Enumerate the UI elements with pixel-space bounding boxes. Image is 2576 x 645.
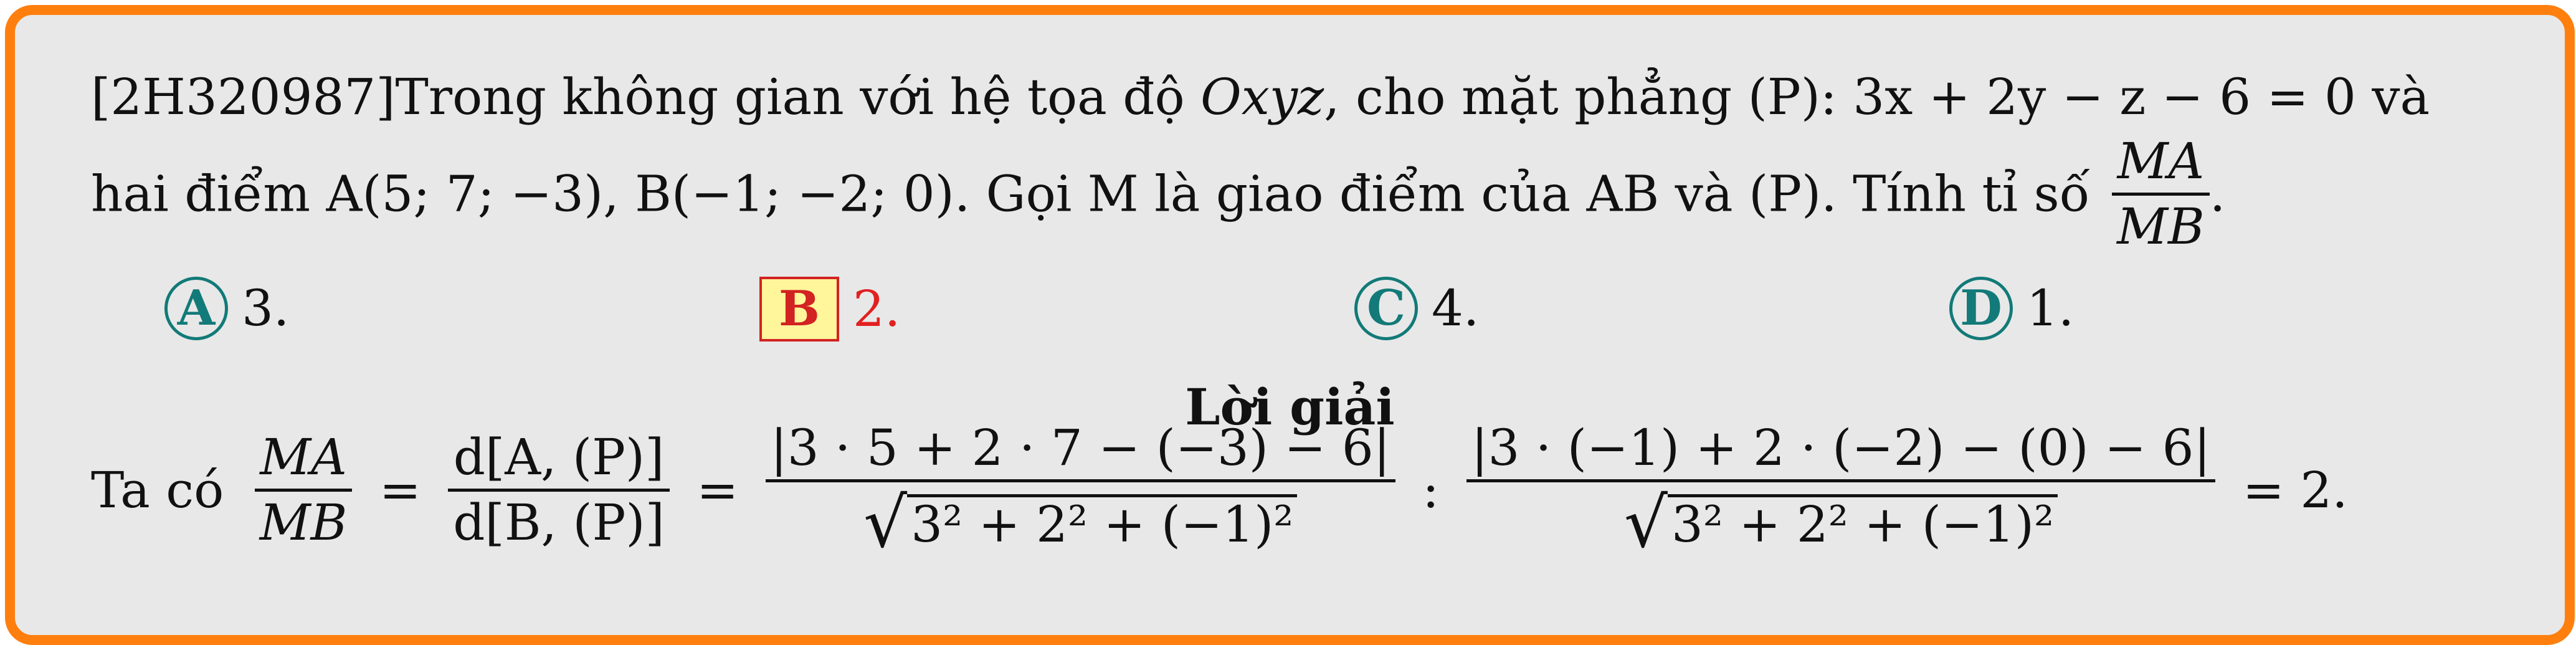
option-d[interactable]: [1949, 277, 2074, 340]
sqrt-icon: √3² + 2² + (−1)²: [863, 489, 1297, 557]
solution-result: = 2.: [2242, 461, 2348, 519]
fraction-bar: [448, 489, 670, 492]
equals-2: =: [696, 461, 739, 519]
sqrt-icon: √3² + 2² + (−1)²: [1624, 489, 2058, 557]
ratio-denominator: MB: [2117, 198, 2205, 256]
option-b[interactable]: [759, 277, 900, 342]
solution-fraction-3-num: |3 · 5 + 2 · 7 − (−3) − 6|: [770, 419, 1390, 477]
problem-text-3: và: [2355, 68, 2430, 126]
solution-fraction-2-den: d[B, (P)]: [453, 494, 665, 552]
solution-heading: Lời giải: [1185, 378, 1395, 436]
solution-fraction-2: [448, 428, 670, 552]
problem-text-2: , cho mặt phẳng: [1324, 68, 1748, 126]
ratio-numerator: MA: [2117, 132, 2205, 190]
fraction-bar: [766, 479, 1395, 482]
solution-fraction-1-den: MB: [259, 494, 348, 552]
colon: :: [1422, 461, 1440, 519]
problem-text-1: Trong không gian với hệ tọa độ: [395, 68, 1201, 126]
ratio-period: .: [2209, 165, 2226, 223]
solution-fraction-2-num: d[A, (P)]: [453, 428, 665, 486]
solution-fraction-3-den: 3² + 2² + (−1)²: [907, 494, 1297, 550]
solution-fraction-1: [255, 428, 353, 552]
solution-line: [91, 419, 2348, 563]
fraction-bar: [1466, 479, 2216, 482]
option-c[interactable]: [1354, 277, 1479, 340]
fraction-bar: [2112, 193, 2210, 196]
problem-line-1: [91, 68, 2430, 126]
option-b-text: 2.: [853, 280, 901, 338]
plane-equation: (P): 3x + 2y − z − 6 = 0: [1747, 68, 2356, 126]
solution-fraction-4-num: |3 · (−1) + 2 · (−2) − (0) − 6|: [1471, 419, 2211, 477]
fraction-bar: [255, 489, 353, 492]
option-d-text: 1.: [2027, 279, 2075, 337]
problem-text-4: hai điểm A(5; 7; −3), B(−1; −2; 0). Gọi M là giao điểm của AB và (P). Tính tỉ số: [91, 165, 2090, 223]
problem-code: [2H320987]: [91, 68, 396, 126]
solution-fraction-4: [1466, 419, 2216, 563]
equals-1: =: [379, 461, 421, 519]
option-c-text: 4.: [1432, 279, 1480, 337]
option-a[interactable]: [164, 277, 289, 340]
option-d-label: D: [1949, 277, 2013, 340]
problem-line-2: [91, 132, 2226, 256]
solution-fraction-1-num: MA: [260, 428, 347, 486]
option-b-label: B: [759, 277, 839, 342]
option-a-label: A: [164, 277, 228, 340]
option-a-text: 3.: [242, 279, 290, 337]
coordinate-system: Oxyz: [1200, 68, 1324, 126]
solution-fraction-4-den: 3² + 2² + (−1)²: [1668, 494, 2058, 550]
solution-intro: Ta có: [91, 461, 224, 519]
ratio-fraction: [2112, 132, 2210, 256]
question-card: [5, 5, 2575, 645]
option-c-label: C: [1354, 277, 1418, 340]
solution-fraction-3: [766, 419, 1395, 563]
